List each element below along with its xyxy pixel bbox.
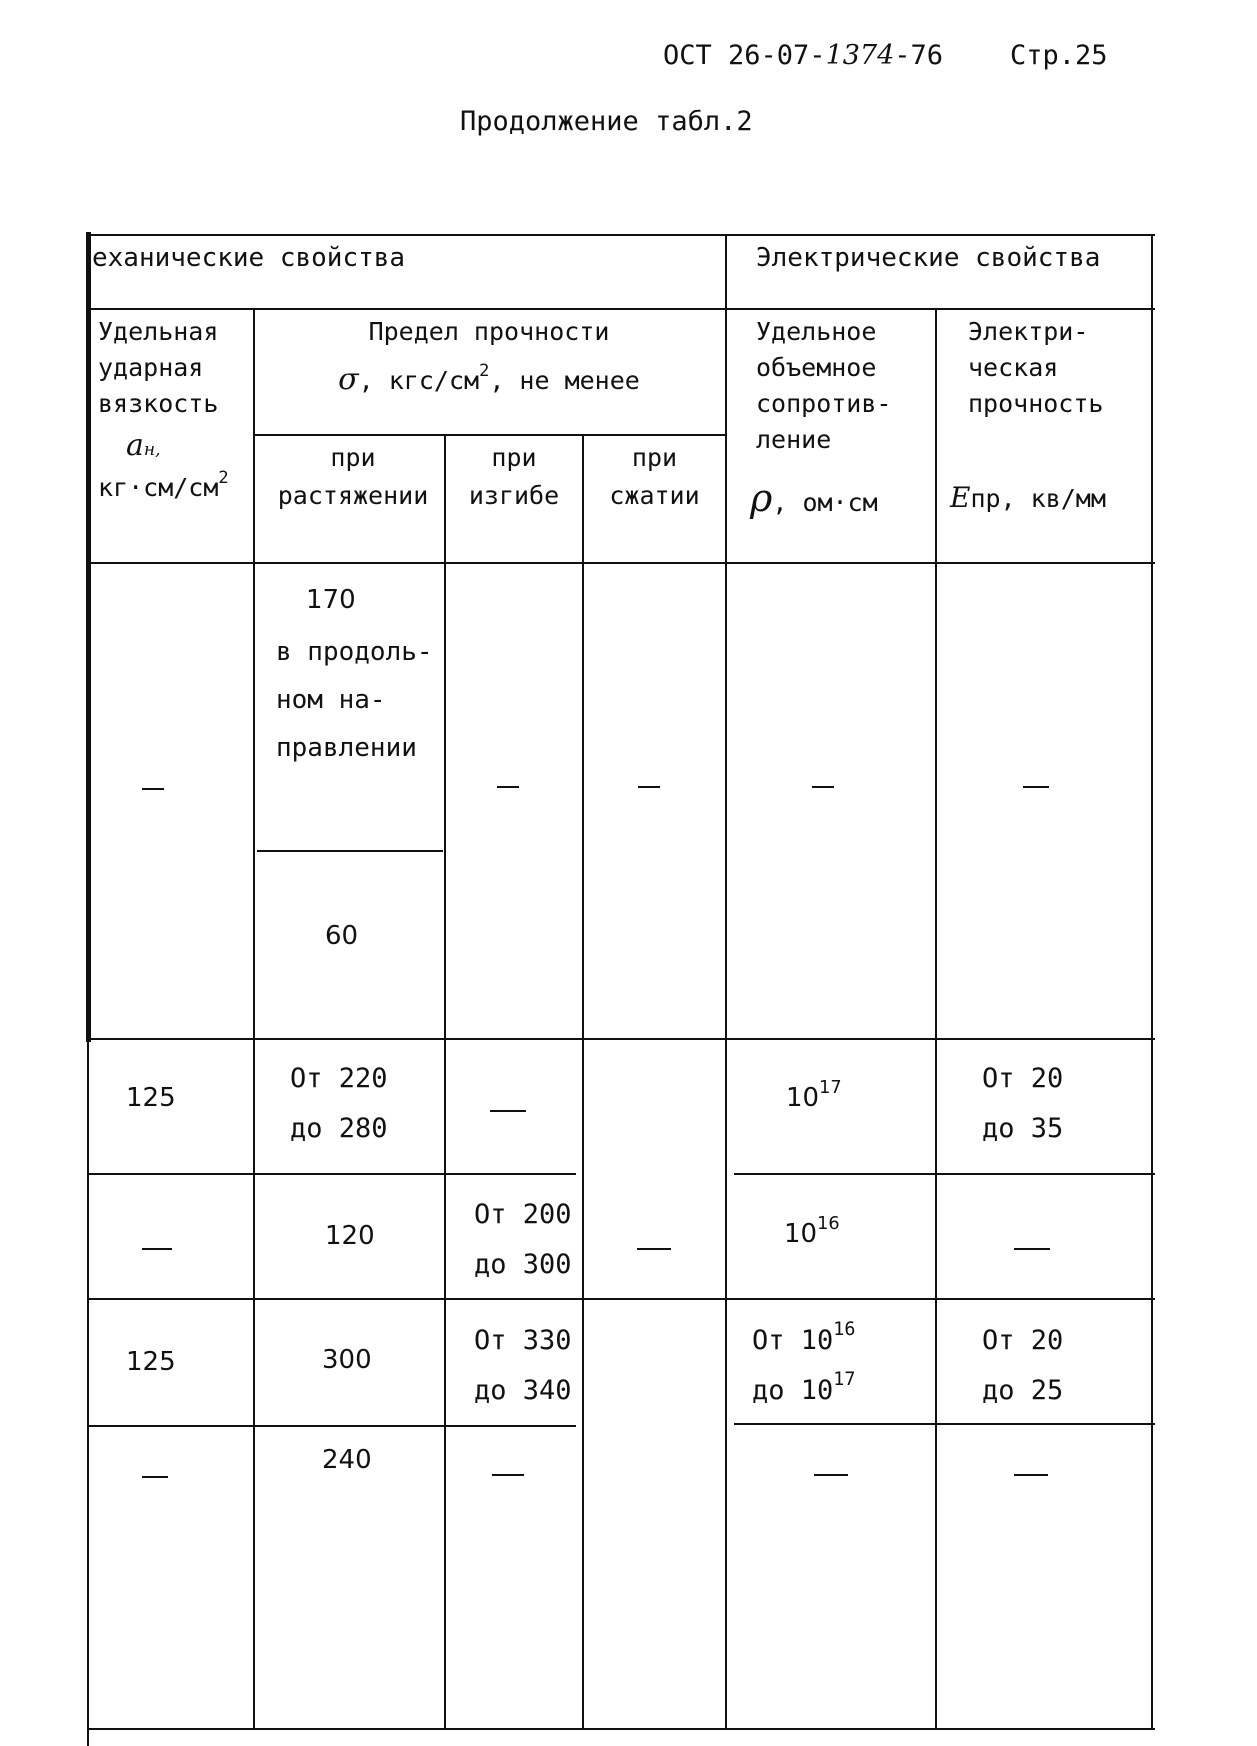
group-header-electrical: Электрические свойства <box>756 243 1101 273</box>
compression-line1: при <box>631 443 678 472</box>
row4-impact: 125 <box>126 1347 176 1377</box>
row4-bottom-line-right <box>734 1423 1155 1425</box>
row2-impact: 125 <box>126 1083 176 1113</box>
table-left-border-lower <box>87 1040 89 1746</box>
rho-symbol: ρ <box>750 476 773 520</box>
col-bending-right <box>582 434 584 1728</box>
row4-bending <box>474 1316 572 1416</box>
doc-number-handwritten: 1374 <box>825 40 895 71</box>
row4-tension: 300 <box>322 1345 372 1375</box>
row1-tension-note <box>276 628 433 772</box>
resistivity-line3: сопротив- <box>756 389 892 418</box>
row3-dielectric-dash <box>1014 1248 1050 1250</box>
col-mech-right <box>725 234 727 1728</box>
row4-dielectric-line2: до 25 <box>982 1375 1064 1406</box>
page-number: Стр.25 <box>1010 40 1108 71</box>
row5-resistivity-dash <box>814 1474 848 1476</box>
dielectric-unit <box>950 480 1106 517</box>
row4-bending-line1: От 330 <box>474 1325 572 1356</box>
row2-dielectric-line2: до 35 <box>982 1113 1064 1144</box>
table-right-border <box>1151 234 1153 1728</box>
row2-bottom-line-right <box>734 1173 1155 1175</box>
col-header-strength: Предел прочности <box>368 317 610 346</box>
resistivity-line4: ление <box>756 425 832 454</box>
row5-bending-dash <box>492 1474 524 1476</box>
impact-unit <box>98 470 229 506</box>
impact-symbol-a: а <box>126 428 144 463</box>
table-left-border <box>86 232 91 1042</box>
row1-note-line3: правлении <box>276 733 417 763</box>
impact-unit-base: кг·см/см <box>98 473 219 502</box>
row4-resistivity-line1 <box>752 1316 855 1366</box>
row4-resistivity <box>752 1316 855 1416</box>
row1-tension-bottom: 60 <box>325 921 359 951</box>
row3-bottom-line <box>88 1298 1155 1300</box>
row4-bending-line2: до 340 <box>474 1375 572 1406</box>
impact-symbol <box>126 428 161 463</box>
doc-prefix: ОСТ 26-07- <box>663 40 826 71</box>
row3-tension: 120 <box>325 1221 375 1251</box>
row1-bending-dash <box>497 786 519 788</box>
row4-dielectric <box>982 1316 1063 1416</box>
row5-tension: 240 <box>322 1445 372 1475</box>
row1-note-line1: в продоль- <box>276 637 433 667</box>
row2-resistivity <box>786 1077 842 1116</box>
doc-suffix: -76 <box>894 40 944 71</box>
col-resistivity-right <box>935 308 937 1728</box>
row5-dielectric-dash <box>1014 1474 1048 1476</box>
sub-header-bending <box>446 440 582 514</box>
impact-symbol-sub: н, <box>143 440 161 460</box>
dielectric-line3: прочность <box>968 389 1104 418</box>
row2-bottom-line-left <box>88 1173 576 1175</box>
dielectric-line1: Электри- <box>968 317 1089 346</box>
tension-line1: при <box>330 443 376 472</box>
impact-line3: вязкость <box>98 389 219 418</box>
impact-line1: Удельная <box>98 317 219 346</box>
row4-res-to: до 10 <box>752 1375 834 1406</box>
tension-line2: растяжении <box>277 481 429 510</box>
row2-resistivity-exp: 17 <box>819 1077 842 1098</box>
sub-header-tension <box>255 440 451 514</box>
resistivity-unit-text: , ом·см <box>772 488 878 517</box>
col-header-impact <box>98 314 218 422</box>
row4-resistivity-line2 <box>752 1366 855 1416</box>
row1-bottom-line <box>88 1038 1155 1040</box>
compression-line2: сжатии <box>609 481 700 510</box>
row4-dielectric-line1: От 20 <box>982 1325 1064 1356</box>
e-symbol: Е <box>950 481 971 514</box>
row2-tension-line1: От 220 <box>290 1063 388 1094</box>
strength-unit-exp: 2 <box>479 361 490 382</box>
sigma-symbol: σ <box>338 362 359 397</box>
row1-tension-top: 170 <box>306 585 356 615</box>
impact-line2: ударная <box>98 353 204 382</box>
col-header-resistivity <box>756 314 891 458</box>
row1-compression-dash <box>638 786 660 788</box>
row1-dielectric-dash <box>1023 786 1049 788</box>
group-header-mechanical: еханические свойства <box>92 243 406 273</box>
row3-compression-dash <box>637 1248 671 1250</box>
table-bottom-line-left <box>88 1728 1155 1730</box>
sub-header-compression <box>584 440 725 514</box>
impact-unit-exp: 2 <box>218 468 229 489</box>
row3-bending-line1: От 200 <box>474 1199 572 1230</box>
strength-unit <box>253 362 725 399</box>
row4-res-from: От 10 <box>752 1325 834 1356</box>
row1-note-line2: ном на- <box>276 685 386 715</box>
row3-bending-line2: до 300 <box>474 1249 572 1280</box>
row1-impact-dash <box>142 788 164 790</box>
row3-resistivity-exp: 16 <box>817 1213 840 1234</box>
row3-resistivity-base: 10 <box>784 1219 818 1249</box>
col-tension-right <box>444 434 446 1728</box>
dash-glyph-store <box>0 0 1 1</box>
row4-res-to-exp: 17 <box>833 1369 856 1391</box>
header-bottom-line <box>88 562 1155 564</box>
row2-dielectric-line1: От 20 <box>982 1063 1064 1094</box>
bending-line1: при <box>491 443 537 472</box>
col-impact-right <box>253 308 255 1728</box>
row5-impact-dash <box>142 1476 168 1478</box>
continuation-title: Продолжение табл.2 <box>460 106 753 137</box>
row4-bottom-line-left <box>88 1425 576 1427</box>
group-header-line <box>88 308 1155 310</box>
strength-sub-line <box>253 434 727 436</box>
row4-res-from-exp: 16 <box>833 1319 856 1341</box>
dielectric-unit-text: пр, кв/мм <box>970 484 1106 513</box>
row2-dielectric <box>982 1054 1063 1154</box>
strength-unit-b: , не менее <box>489 366 640 395</box>
bending-line2: изгибе <box>468 481 560 510</box>
row3-resistivity <box>784 1213 840 1252</box>
resistivity-line1: Удельное <box>756 317 877 346</box>
resistivity-unit <box>750 476 878 521</box>
row1-split-line <box>257 850 443 852</box>
strength-unit-a: , кгс/см <box>358 366 480 395</box>
dielectric-line2: ческая <box>968 353 1059 382</box>
row3-bending <box>474 1190 572 1290</box>
row2-tension-line2: до 280 <box>290 1113 388 1144</box>
table-top-line <box>88 234 1155 236</box>
row1-resistivity-dash <box>812 786 834 788</box>
row2-tension <box>290 1054 388 1154</box>
document-code <box>663 38 943 74</box>
col-header-dielectric <box>968 314 1103 422</box>
resistivity-line2: объемное <box>756 353 877 382</box>
row2-resistivity-base: 10 <box>786 1083 820 1113</box>
row3-impact-dash <box>142 1248 172 1250</box>
row2-bending-dash <box>490 1110 526 1112</box>
